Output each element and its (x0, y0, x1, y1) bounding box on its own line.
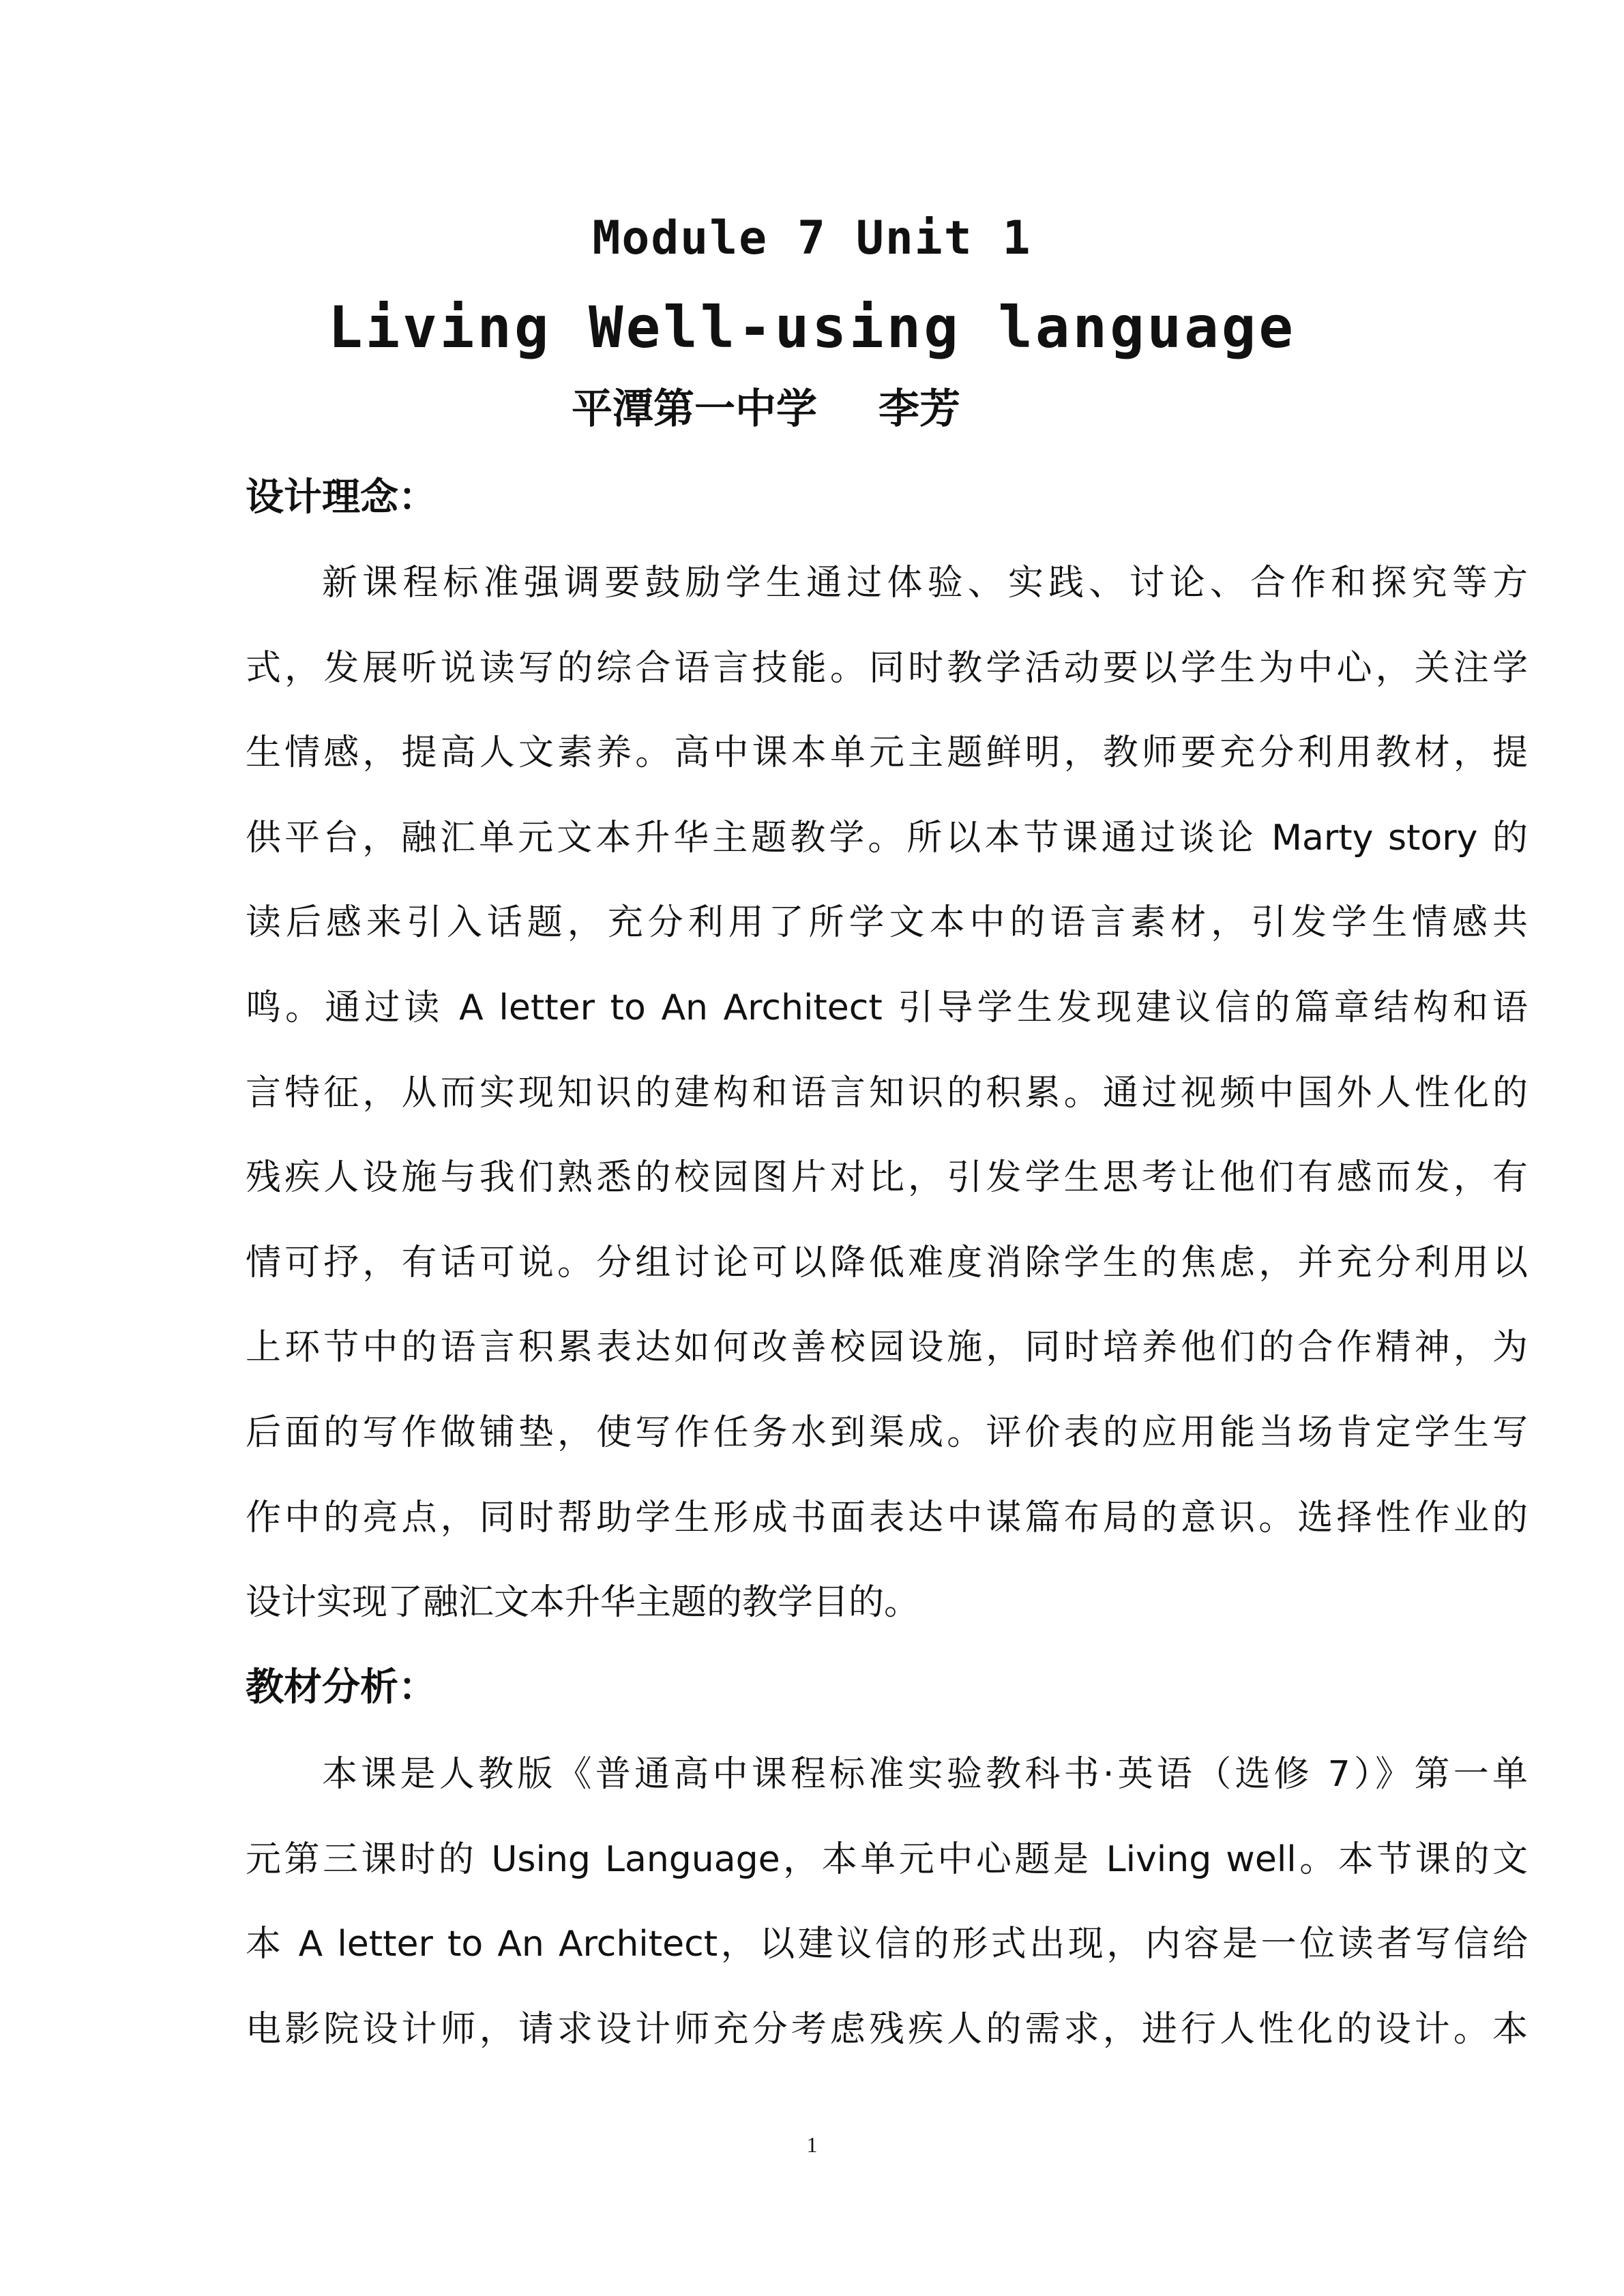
paragraph-line: 本课是人教版《普通高中课程标准实验教科书·英语（选修 7）》第一单 (322, 1754, 1528, 1795)
paragraph-line: 读后感来引入话题，充分利用了所学文本中的语言素材，引发学生情感共 (246, 902, 1528, 944)
paragraph-line: 作中的亮点，同时帮助学生形成书面表达中谋篇布局的意识。选择性作业的 (246, 1497, 1528, 1538)
author-school: 平潭第一中学 (572, 385, 817, 433)
paragraph-line: 上环节中的语言积累表达如何改善校园设施，同时培养他们的合作精神，为 (246, 1327, 1528, 1369)
paragraph-line: 言特征，从而实现知识的建构和语言知识的积累。通过视频中国外人性化的 (246, 1072, 1528, 1114)
paragraph-line: 式，发展听说读写的综合语言技能。同时教学活动要以学生为中心，关注学 (246, 647, 1528, 689)
title-module-unit: Module 7 Unit 1 (592, 211, 1032, 265)
paragraph-design-concept (246, 541, 1528, 1645)
author-name: 李芳 (879, 385, 960, 433)
title-lesson: Living Well-using language (328, 294, 1296, 361)
paragraph-line: 情可抒，有话可说。分组讨论可以降低难度消除学生的焦虑，并充分利用以 (246, 1242, 1528, 1283)
author-line (572, 382, 960, 436)
paragraph-line: 后面的写作做铺垫，使写作任务水到渠成。评价表的应用能当场肯定学生写 (246, 1412, 1528, 1453)
paragraph-line: 鸣。通过读 A letter to An Architect 引导学生发现建议信的篇章结构和语 (246, 987, 1528, 1028)
section-heading-design-concept: 设计理念： (246, 475, 437, 520)
paragraph-line: 新课程标准强调要鼓励学生通过体验、实践、讨论、合作和探究等方 (322, 563, 1528, 603)
paragraph-line: 电影院设计师，请求设计师充分考虑残疾人的需求，进行人性化的设计。本 (246, 2008, 1528, 2050)
paragraph-line: 供平台，融汇单元文本升华主题教学。所以本节课通过谈论 Marty story 的 (246, 817, 1528, 859)
paragraph-line: 残疾人设施与我们熟悉的校园图片对比，引发学生思考让他们有感而发，有 (246, 1157, 1528, 1199)
paragraph-material-analysis (246, 1732, 1528, 2072)
section-heading-material-analysis: 教材分析： (246, 1665, 437, 1710)
paragraph-line: 本 A letter to An Architect，以建议信的形式出现，内容是一位读者写信给 (246, 1924, 1528, 1965)
page-number: 1 (806, 2132, 818, 2157)
paragraph-line: 元第三课时的 Using Language，本单元中心题是 Living well。本节课的文 (246, 1838, 1528, 1880)
paragraph-line: 生情感，提高人文素养。高中课本单元主题鲜明，教师要充分利用教材，提 (246, 732, 1528, 774)
paragraph-line: 设计实现了融汇文本升华主题的教学目的。 (246, 1582, 920, 1624)
